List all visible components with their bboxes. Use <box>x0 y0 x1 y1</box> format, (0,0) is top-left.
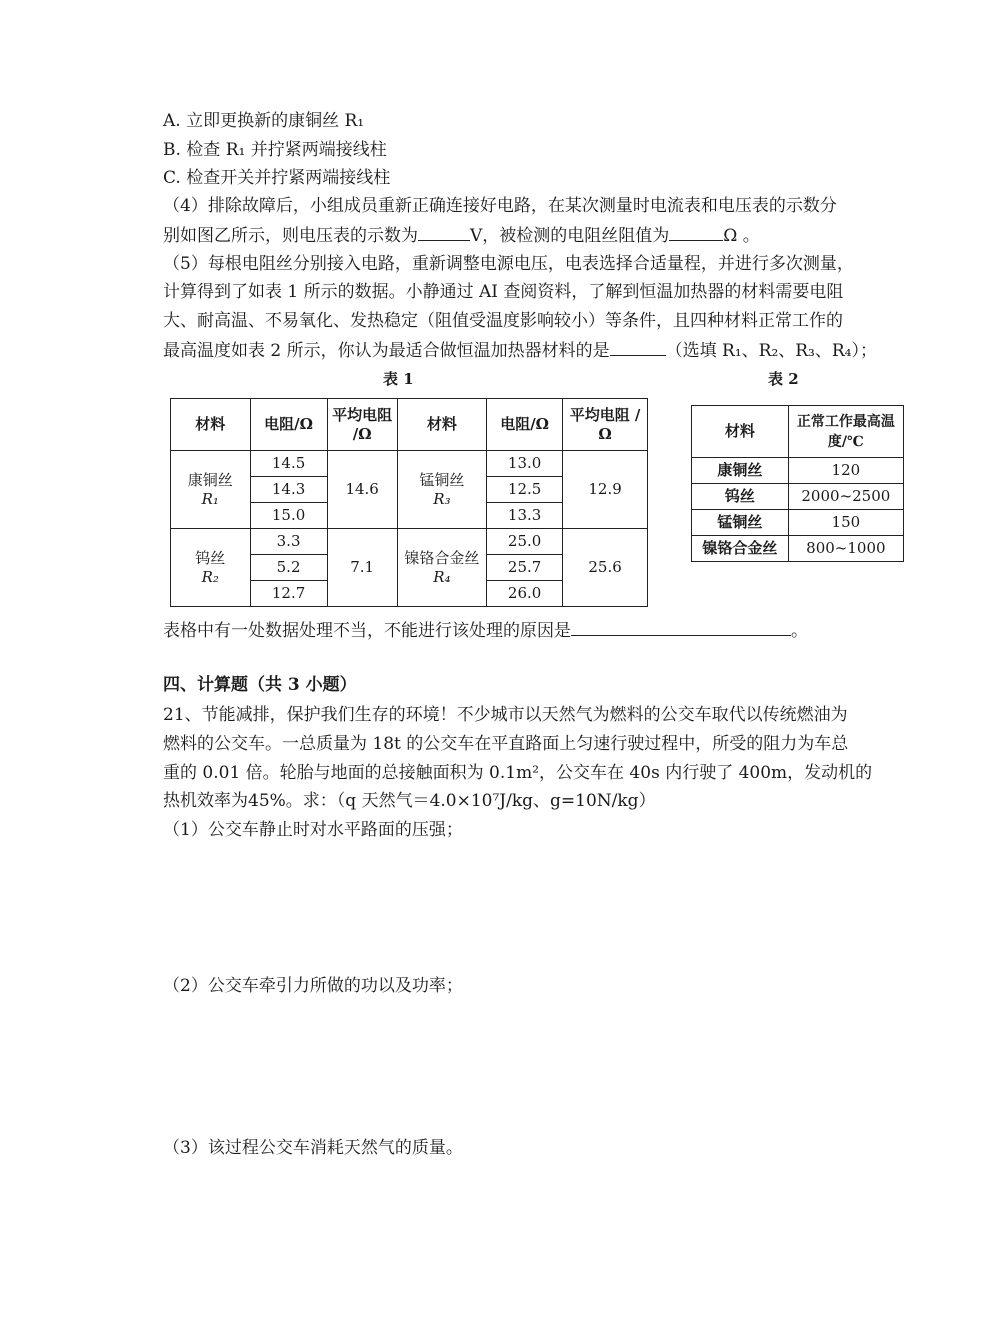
t1-value: 25.7 <box>487 555 563 581</box>
option-c: C. 检查开关并拧紧两端接线柱 <box>163 168 391 188</box>
t2-temperature: 2000~2500 <box>788 484 903 510</box>
t1-average: 12.9 <box>563 451 648 529</box>
table-2-caption: 表 2 <box>768 370 799 388</box>
t1-average: 7.1 <box>327 529 397 607</box>
question-4-line-2 <box>163 222 760 248</box>
t2-temperature: 800~1000 <box>788 536 903 562</box>
t1-material-r4 <box>397 529 486 607</box>
t1-value: 14.5 <box>250 451 327 477</box>
t1-material-r2 <box>171 529 251 607</box>
table-note-line <box>163 617 808 643</box>
t1-value: 14.3 <box>250 477 327 503</box>
t2-material: 钨丝 <box>692 484 789 510</box>
t1-value: 13.3 <box>487 503 563 529</box>
t1-average: 14.6 <box>327 451 397 529</box>
q5-text-a: 最高温度如表 2 所示，你认为最适合做恒温加热器材料的是 <box>163 341 610 361</box>
t2-header-material: 材料 <box>692 406 789 458</box>
t1-value: 3.3 <box>250 529 327 555</box>
t1-header-average-2: 平均电阻 /Ω <box>563 399 648 451</box>
t1-header-resistance: 电阻/Ω <box>250 399 327 451</box>
t1-material-name: 镍铬合金丝 <box>404 548 480 567</box>
table-note-end: 。 <box>791 621 808 641</box>
question-5-line-2: 计算得到了如表 1 所示的数据。小静通过 AI 查阅资料，了解到恒温加热器的材料需要电阻 <box>163 282 844 302</box>
q4-text-b: V，被检测的电阻丝阻值为 <box>470 226 670 246</box>
table-1 <box>170 398 648 607</box>
question-21-line-3: 重的 0.01 倍。轮胎与地面的总接触面积为 0.1m²，公交车在 40s 内行驶了 400m，发动机的 <box>163 763 873 783</box>
section-4-title: 四、计算题（共 3 小题） <box>163 675 357 695</box>
question-5-line-1: （5）每根电阻丝分别接入电路，重新调整电源电压，电表选择合适量程，并进行多次测量， <box>163 254 854 274</box>
question-21-part-2: （2）公交车牵引力所做的功以及功率； <box>163 976 463 996</box>
voltage-answer-blank[interactable] <box>418 222 470 241</box>
t1-value: 15.0 <box>250 503 327 529</box>
q4-text-a: 别如图乙所示，则电压表的示数为 <box>163 226 418 246</box>
question-5-line-4 <box>163 337 877 363</box>
t2-temperature: 150 <box>788 510 903 536</box>
option-b: B. 检查 R₁ 并拧紧两端接线柱 <box>163 140 387 160</box>
t1-material-symbol: R₂ <box>201 567 219 586</box>
question-21-line-2: 燃料的公交车。一总质量为 18t 的公交车在平直路面上匀速行驶过程中，所受的阻力为车总 <box>163 734 849 754</box>
t1-material-symbol: R₁ <box>201 489 219 508</box>
t1-value: 26.0 <box>487 581 563 607</box>
t1-value: 5.2 <box>250 555 327 581</box>
option-a: A. 立即更换新的康铜丝 R₁ <box>163 111 365 131</box>
table-1-caption: 表 1 <box>383 370 414 388</box>
t1-header-material: 材料 <box>171 399 251 451</box>
question-5-line-3: 大、耐高温、不易氧化、发热稳定（阻值受温度影响较小）等条件，且四种材料正常工作的 <box>163 311 843 331</box>
question-4-line-1: （4）排除故障后，小组成员重新正确连接好电路，在某次测量时电流表和电压表的示数分 <box>163 196 837 216</box>
t2-material: 锰铜丝 <box>692 510 789 536</box>
question-21-part-1: （1）公交车静止时对水平路面的压强； <box>163 820 463 840</box>
t1-header-material-2: 材料 <box>397 399 486 451</box>
question-21-part-3: （3）该过程公交车消耗天然气的质量。 <box>163 1138 463 1158</box>
resistance-answer-blank[interactable] <box>669 222 723 241</box>
material-answer-blank[interactable] <box>610 337 666 356</box>
t1-value: 25.0 <box>487 529 563 555</box>
t1-material-symbol: R₃ <box>433 489 451 508</box>
question-21-line-4: 热机效率为45%。求：（q 天然气＝4.0×10⁷J/kg、g=10N/kg） <box>163 791 656 811</box>
t1-header-resistance-2: 电阻/Ω <box>487 399 563 451</box>
t1-average: 25.6 <box>563 529 648 607</box>
t2-material: 镍铬合金丝 <box>692 536 789 562</box>
table-note-text: 表格中有一处数据处理不当，不能进行该处理的原因是 <box>163 621 571 641</box>
t2-header-temperature: 正常工作最高温度/℃ <box>788 406 903 458</box>
t1-material-r1 <box>171 451 251 529</box>
question-21-line-1: 21、节能减排，保护我们生存的环境！不少城市以天然气为燃料的公交车取代以传统燃油为 <box>163 705 848 725</box>
t1-value: 12.7 <box>250 581 327 607</box>
table-2 <box>691 405 904 562</box>
t1-material-r3 <box>397 451 486 529</box>
t1-material-symbol: R₄ <box>433 567 451 586</box>
t1-value: 13.0 <box>487 451 563 477</box>
t1-header-average: 平均电阻 /Ω <box>327 399 397 451</box>
reason-answer-blank[interactable] <box>571 617 791 636</box>
t1-material-name: 锰铜丝 <box>419 470 465 489</box>
q5-text-b: （选填 R₁、R₂、R₃、R₄）； <box>665 341 877 361</box>
t1-material-name: 康铜丝 <box>187 470 233 489</box>
t2-material: 康铜丝 <box>692 458 789 484</box>
t1-material-name: 钨丝 <box>195 548 226 567</box>
t1-value: 12.5 <box>487 477 563 503</box>
t2-temperature: 120 <box>788 458 903 484</box>
q4-text-c: Ω 。 <box>723 226 760 246</box>
